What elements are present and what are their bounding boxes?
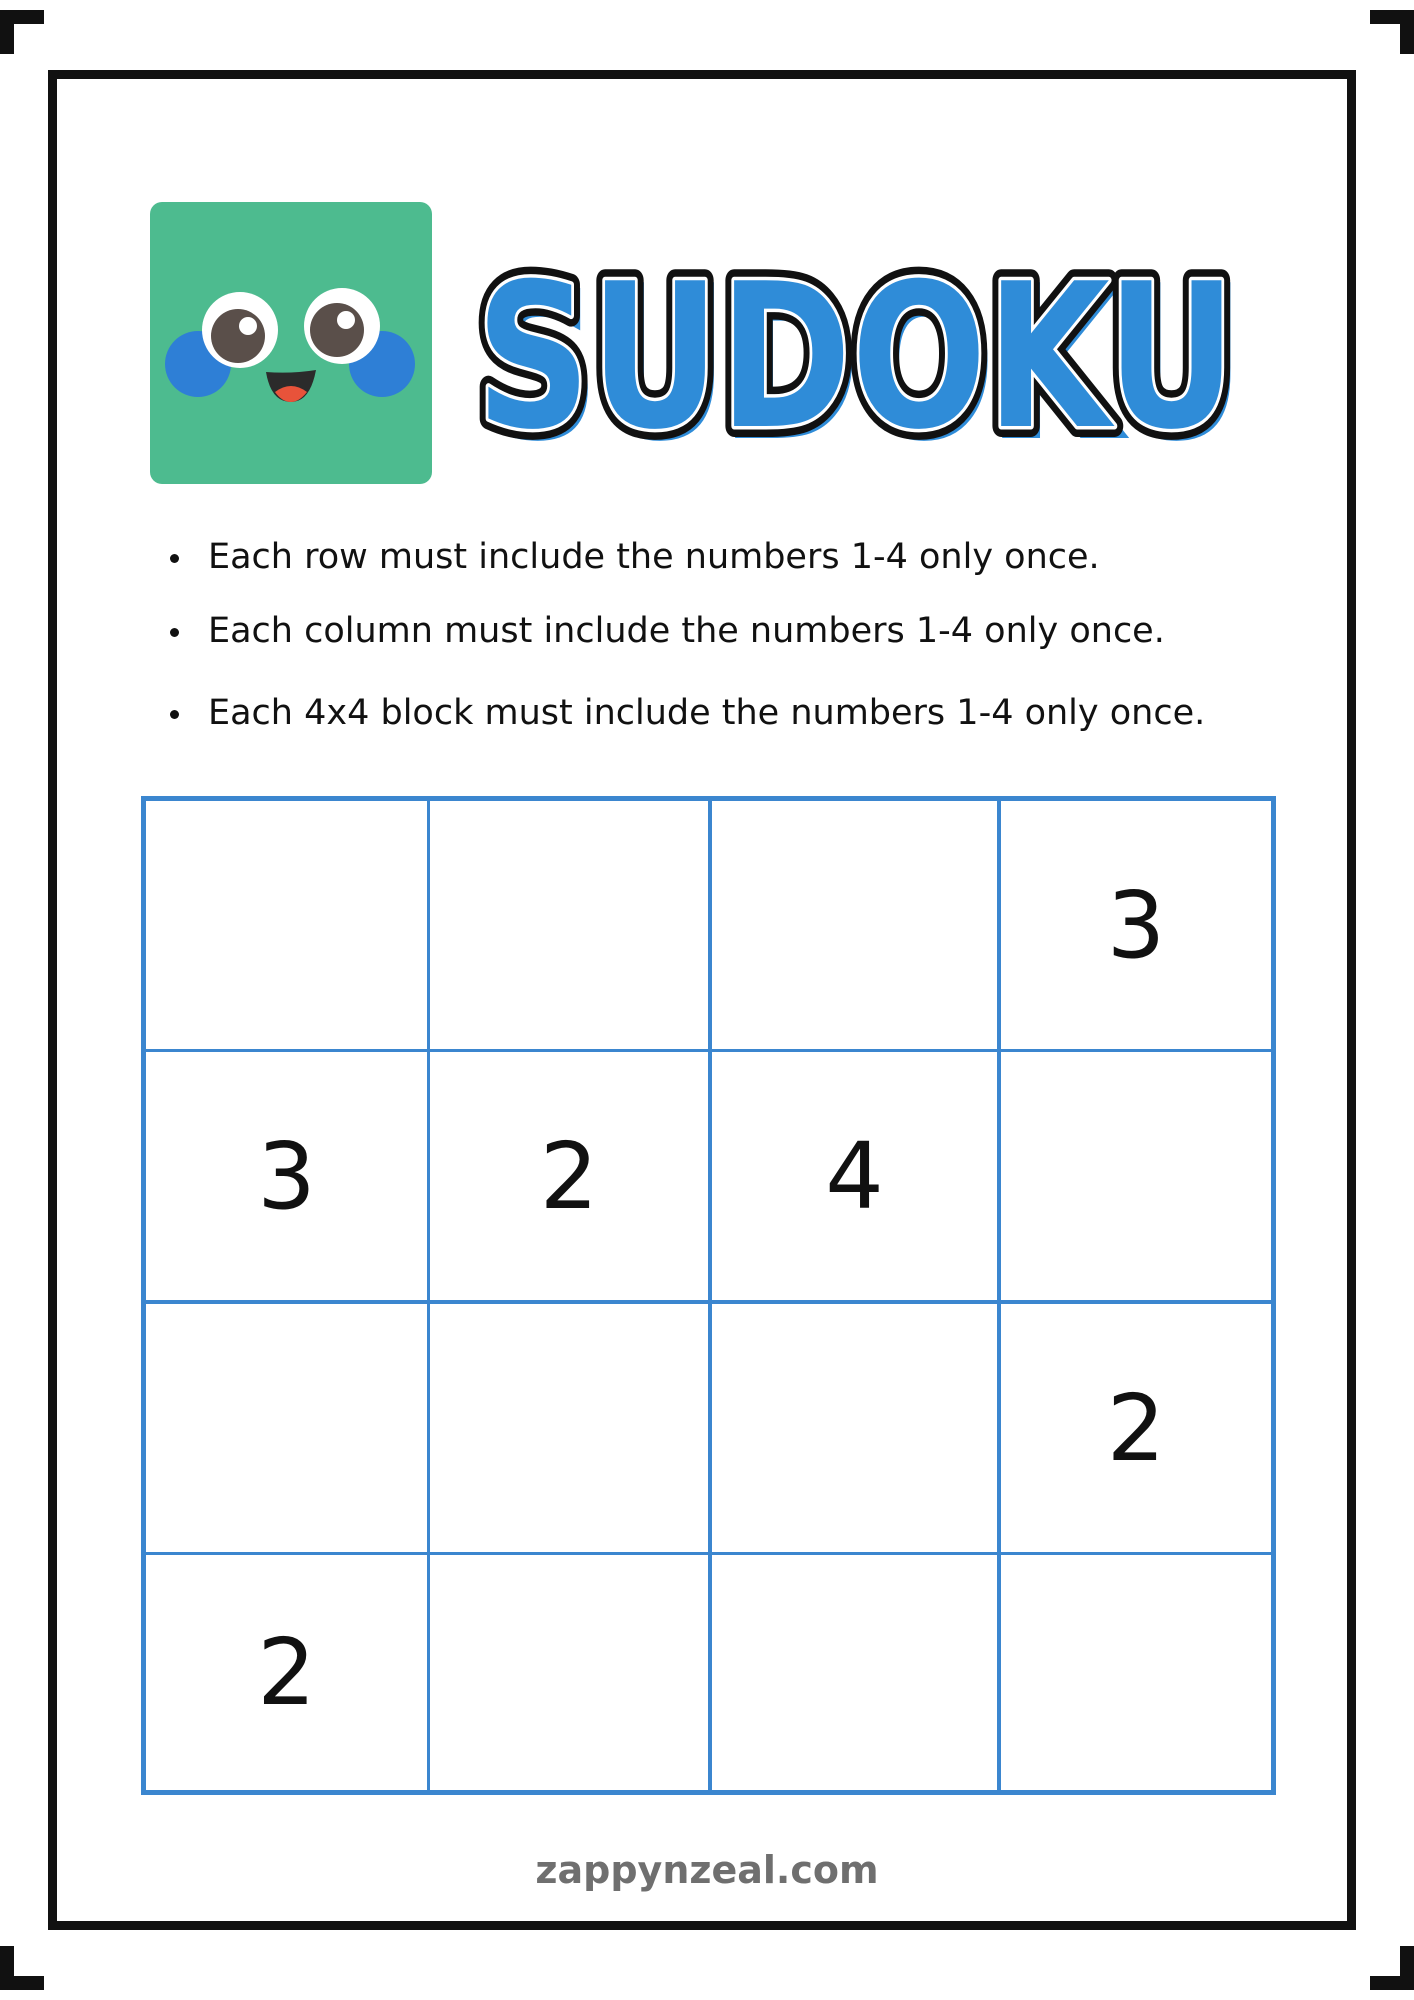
smiling-square-face-icon xyxy=(150,202,432,484)
corner-bracket-top-right xyxy=(1370,10,1414,54)
rule-item: Each row must include the numbers 1-4 only once. xyxy=(168,533,1318,581)
sudoku-cell[interactable]: 2 xyxy=(146,1555,430,1790)
sudoku-cell[interactable]: 2 xyxy=(430,1052,712,1304)
sudoku-cell[interactable]: 2 xyxy=(1001,1304,1271,1555)
sudoku-cell[interactable] xyxy=(430,1555,712,1790)
sudoku-cell[interactable]: 3 xyxy=(146,1052,430,1304)
sudoku-cell[interactable] xyxy=(146,1304,430,1555)
rules-list xyxy=(168,533,1318,737)
sudoku-cell[interactable] xyxy=(430,1304,712,1555)
corner-bracket-bottom-right xyxy=(1370,1946,1414,1990)
rule-item: Each column must include the numbers 1-4 only once. xyxy=(168,607,1318,655)
sudoku-cell[interactable] xyxy=(1001,1555,1271,1790)
rule-item: Each 4x4 block must include the numbers 1-4 only once. xyxy=(168,689,1318,737)
sudoku-title xyxy=(452,240,1262,460)
sudoku-cell[interactable] xyxy=(146,801,430,1052)
svg-text:SUDOKU: SUDOKU xyxy=(481,248,1241,460)
sudoku-grid xyxy=(141,796,1276,1795)
website-footer: zappynzeal.com xyxy=(535,1848,879,1892)
sudoku-cell[interactable] xyxy=(712,1555,1001,1790)
sudoku-cell[interactable] xyxy=(1001,1052,1271,1304)
sudoku-cell[interactable] xyxy=(712,801,1001,1052)
svg-text:SUDOKU: SUDOKU xyxy=(476,241,1236,460)
sudoku-cell[interactable] xyxy=(712,1304,1001,1555)
corner-bracket-top-left xyxy=(0,10,44,54)
sudoku-cell[interactable]: 4 xyxy=(712,1052,1001,1304)
svg-text:SUDOKU: SUDOKU xyxy=(476,241,1236,460)
sudoku-cell[interactable] xyxy=(430,801,712,1052)
sudoku-cell[interactable]: 3 xyxy=(1001,801,1271,1052)
corner-bracket-bottom-left xyxy=(0,1946,44,1990)
svg-text:SUDOKU: SUDOKU xyxy=(476,241,1236,460)
